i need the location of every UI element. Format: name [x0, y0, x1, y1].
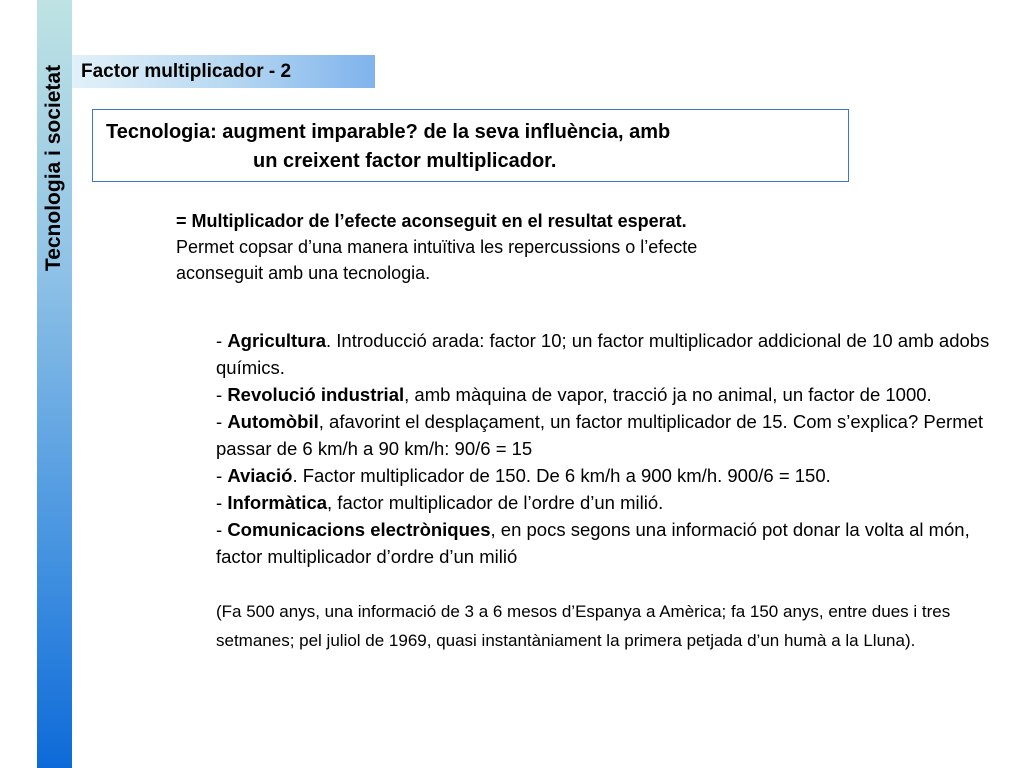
slide-title: Factor multiplicador - 2 — [81, 61, 292, 82]
heading-line-1: Tecnologia: augment imparable? de la seva influència, amb — [106, 121, 671, 143]
list-item-comunicacions — [216, 516, 1006, 570]
list-item-text: , amb màquina de vapor, tracció ja no animal, un factor de 1000. — [404, 384, 932, 405]
list-item-automobil — [216, 408, 1006, 462]
list-item-term: Revolució industrial — [227, 384, 405, 405]
list-item-text: , afavorint el desplaçament, un factor multiplicador de 15. Com s’explica? Permet passar de 6 km/h a 90 km/h: 90/6 = 15 — [216, 411, 984, 459]
list-item-agricultura — [216, 327, 1006, 381]
heading-line-2: un creixent factor multiplicador. — [253, 150, 557, 172]
list-item-text: , en pocs segons una informació pot donar la volta al món, factor multiplicador d’ordre d’un milió — [216, 519, 970, 567]
list-item-term: Agricultura — [227, 330, 326, 351]
list-item-text: , factor multiplicador de l’ordre d’un milió. — [327, 492, 664, 513]
definition-statement: = Multiplicador de l’efecte aconseguit en el resultat esperat. — [176, 211, 687, 231]
list-item-bullet: - — [216, 384, 228, 405]
list-item-text: . Introducció arada: factor 10; un factor multiplicador addicional de 10 amb adobs químics. — [216, 330, 990, 378]
definition-block — [176, 208, 876, 286]
list-item-bullet: - — [216, 411, 228, 432]
list-item-informatica — [216, 489, 1006, 516]
sidebar-label: Tecnologia i societat — [42, 64, 65, 272]
slide-title-bar — [72, 55, 375, 88]
list-item-term: Aviació — [227, 465, 293, 486]
definition-text-line-1: Permet copsar d’una manera intuïtiva les repercussions o l’efecte — [176, 237, 698, 257]
list-item-bullet: - — [216, 330, 228, 351]
historical-note: (Fa 500 anys, una informació de 3 a 6 mesos d’Espanya a Amèrica; fa 150 anys, entre dues i tres setmanes; pel juliol de 1969, quasi instantàniament la primera petjada d’un humà a la Lluna). — [216, 602, 951, 650]
list-item-revolucio-industrial — [216, 381, 1006, 408]
list-item-text: . Factor multiplicador de 150. De 6 km/h a 900 km/h. 900/6 = 150. — [292, 465, 831, 486]
list-item-term: Informàtica — [227, 492, 328, 513]
list-item-aviacio — [216, 462, 1006, 489]
list-item-term: Comunicacions electròniques — [227, 519, 491, 540]
definition-text-line-2: aconseguit amb una tecnologia. — [176, 263, 431, 283]
list-item-bullet: - — [216, 492, 228, 513]
list-item-bullet: - — [216, 465, 228, 486]
examples-list — [216, 327, 1006, 570]
list-item-bullet: - — [216, 519, 228, 540]
heading-box — [92, 109, 849, 182]
list-item-term: Automòbil — [227, 411, 319, 432]
